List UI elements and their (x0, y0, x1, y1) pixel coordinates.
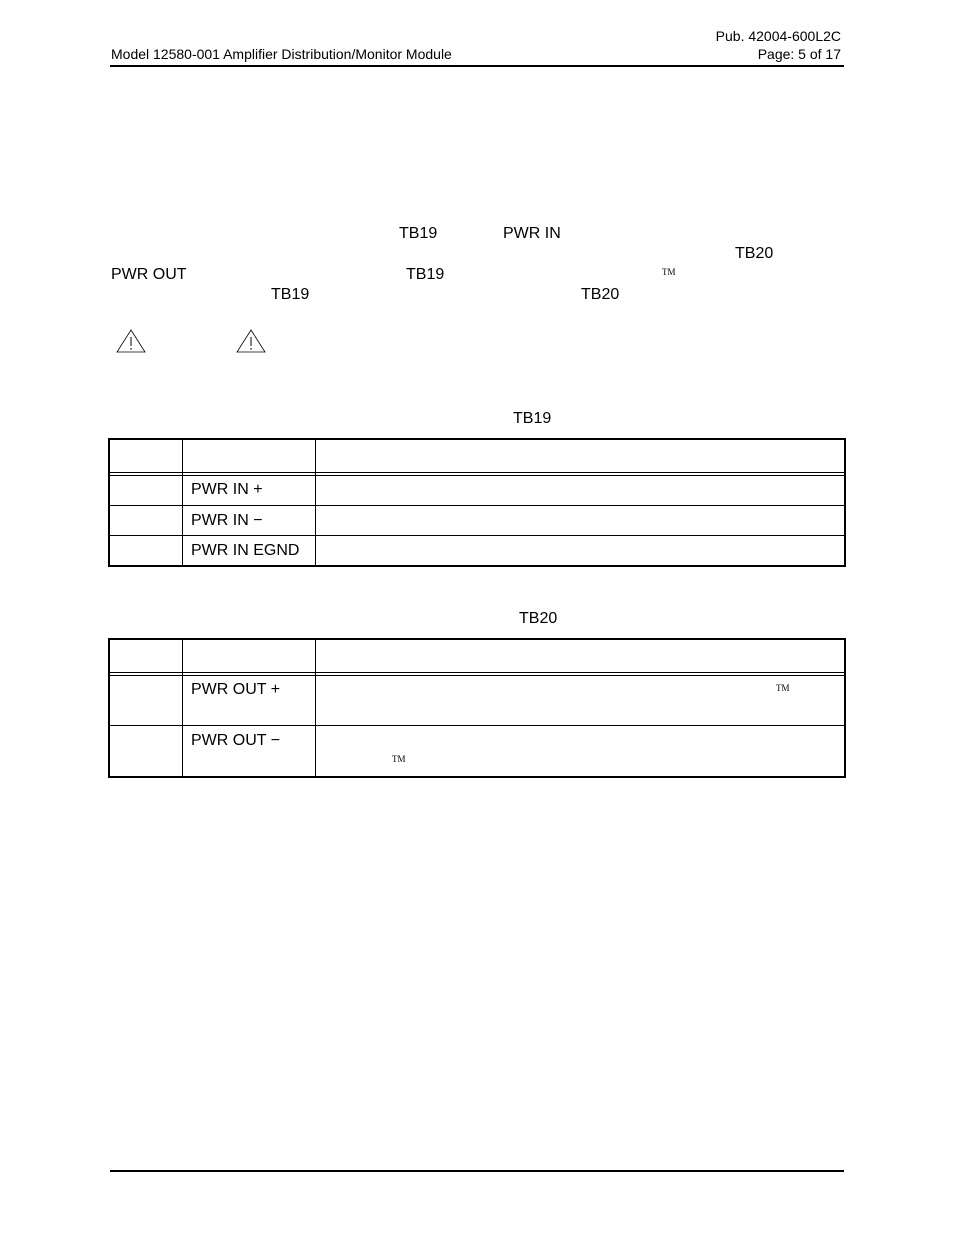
table-caption: TB19 (513, 410, 552, 427)
warning-triangle-icon (236, 329, 266, 353)
footer-rule (110, 1170, 844, 1172)
page-number: Page: 5 of 17 (757, 46, 841, 62)
publication-number: Pub. 42004-600L2C (715, 28, 841, 44)
trademark-symbol: TM (392, 754, 406, 764)
body-ref-tb20: TB20 (735, 245, 774, 262)
body-ref-tb19: TB19 (406, 266, 445, 283)
document-title: Model 12580-001 Amplifier Distribution/Monitor Module (111, 46, 452, 62)
signal-cell: PWR IN − (191, 512, 263, 529)
body-ref-pwr-out: PWR OUT (111, 266, 187, 283)
signal-cell: PWR OUT + (191, 681, 281, 698)
trademark-symbol: TM (776, 683, 790, 693)
signal-cell: PWR IN + (191, 481, 263, 498)
warning-triangle-icon (116, 329, 146, 353)
body-ref-tb19: TB19 (271, 286, 310, 303)
body-ref-pwr-in: PWR IN (503, 225, 561, 242)
body-ref-tb20: TB20 (581, 286, 620, 303)
signal-cell: PWR IN EGND (191, 542, 300, 559)
table-caption: TB20 (519, 610, 558, 627)
body-ref-tb19: TB19 (399, 225, 438, 242)
signal-cell: PWR OUT − (191, 732, 281, 749)
trademark-symbol: TM (662, 267, 676, 277)
header-rule (110, 65, 844, 67)
